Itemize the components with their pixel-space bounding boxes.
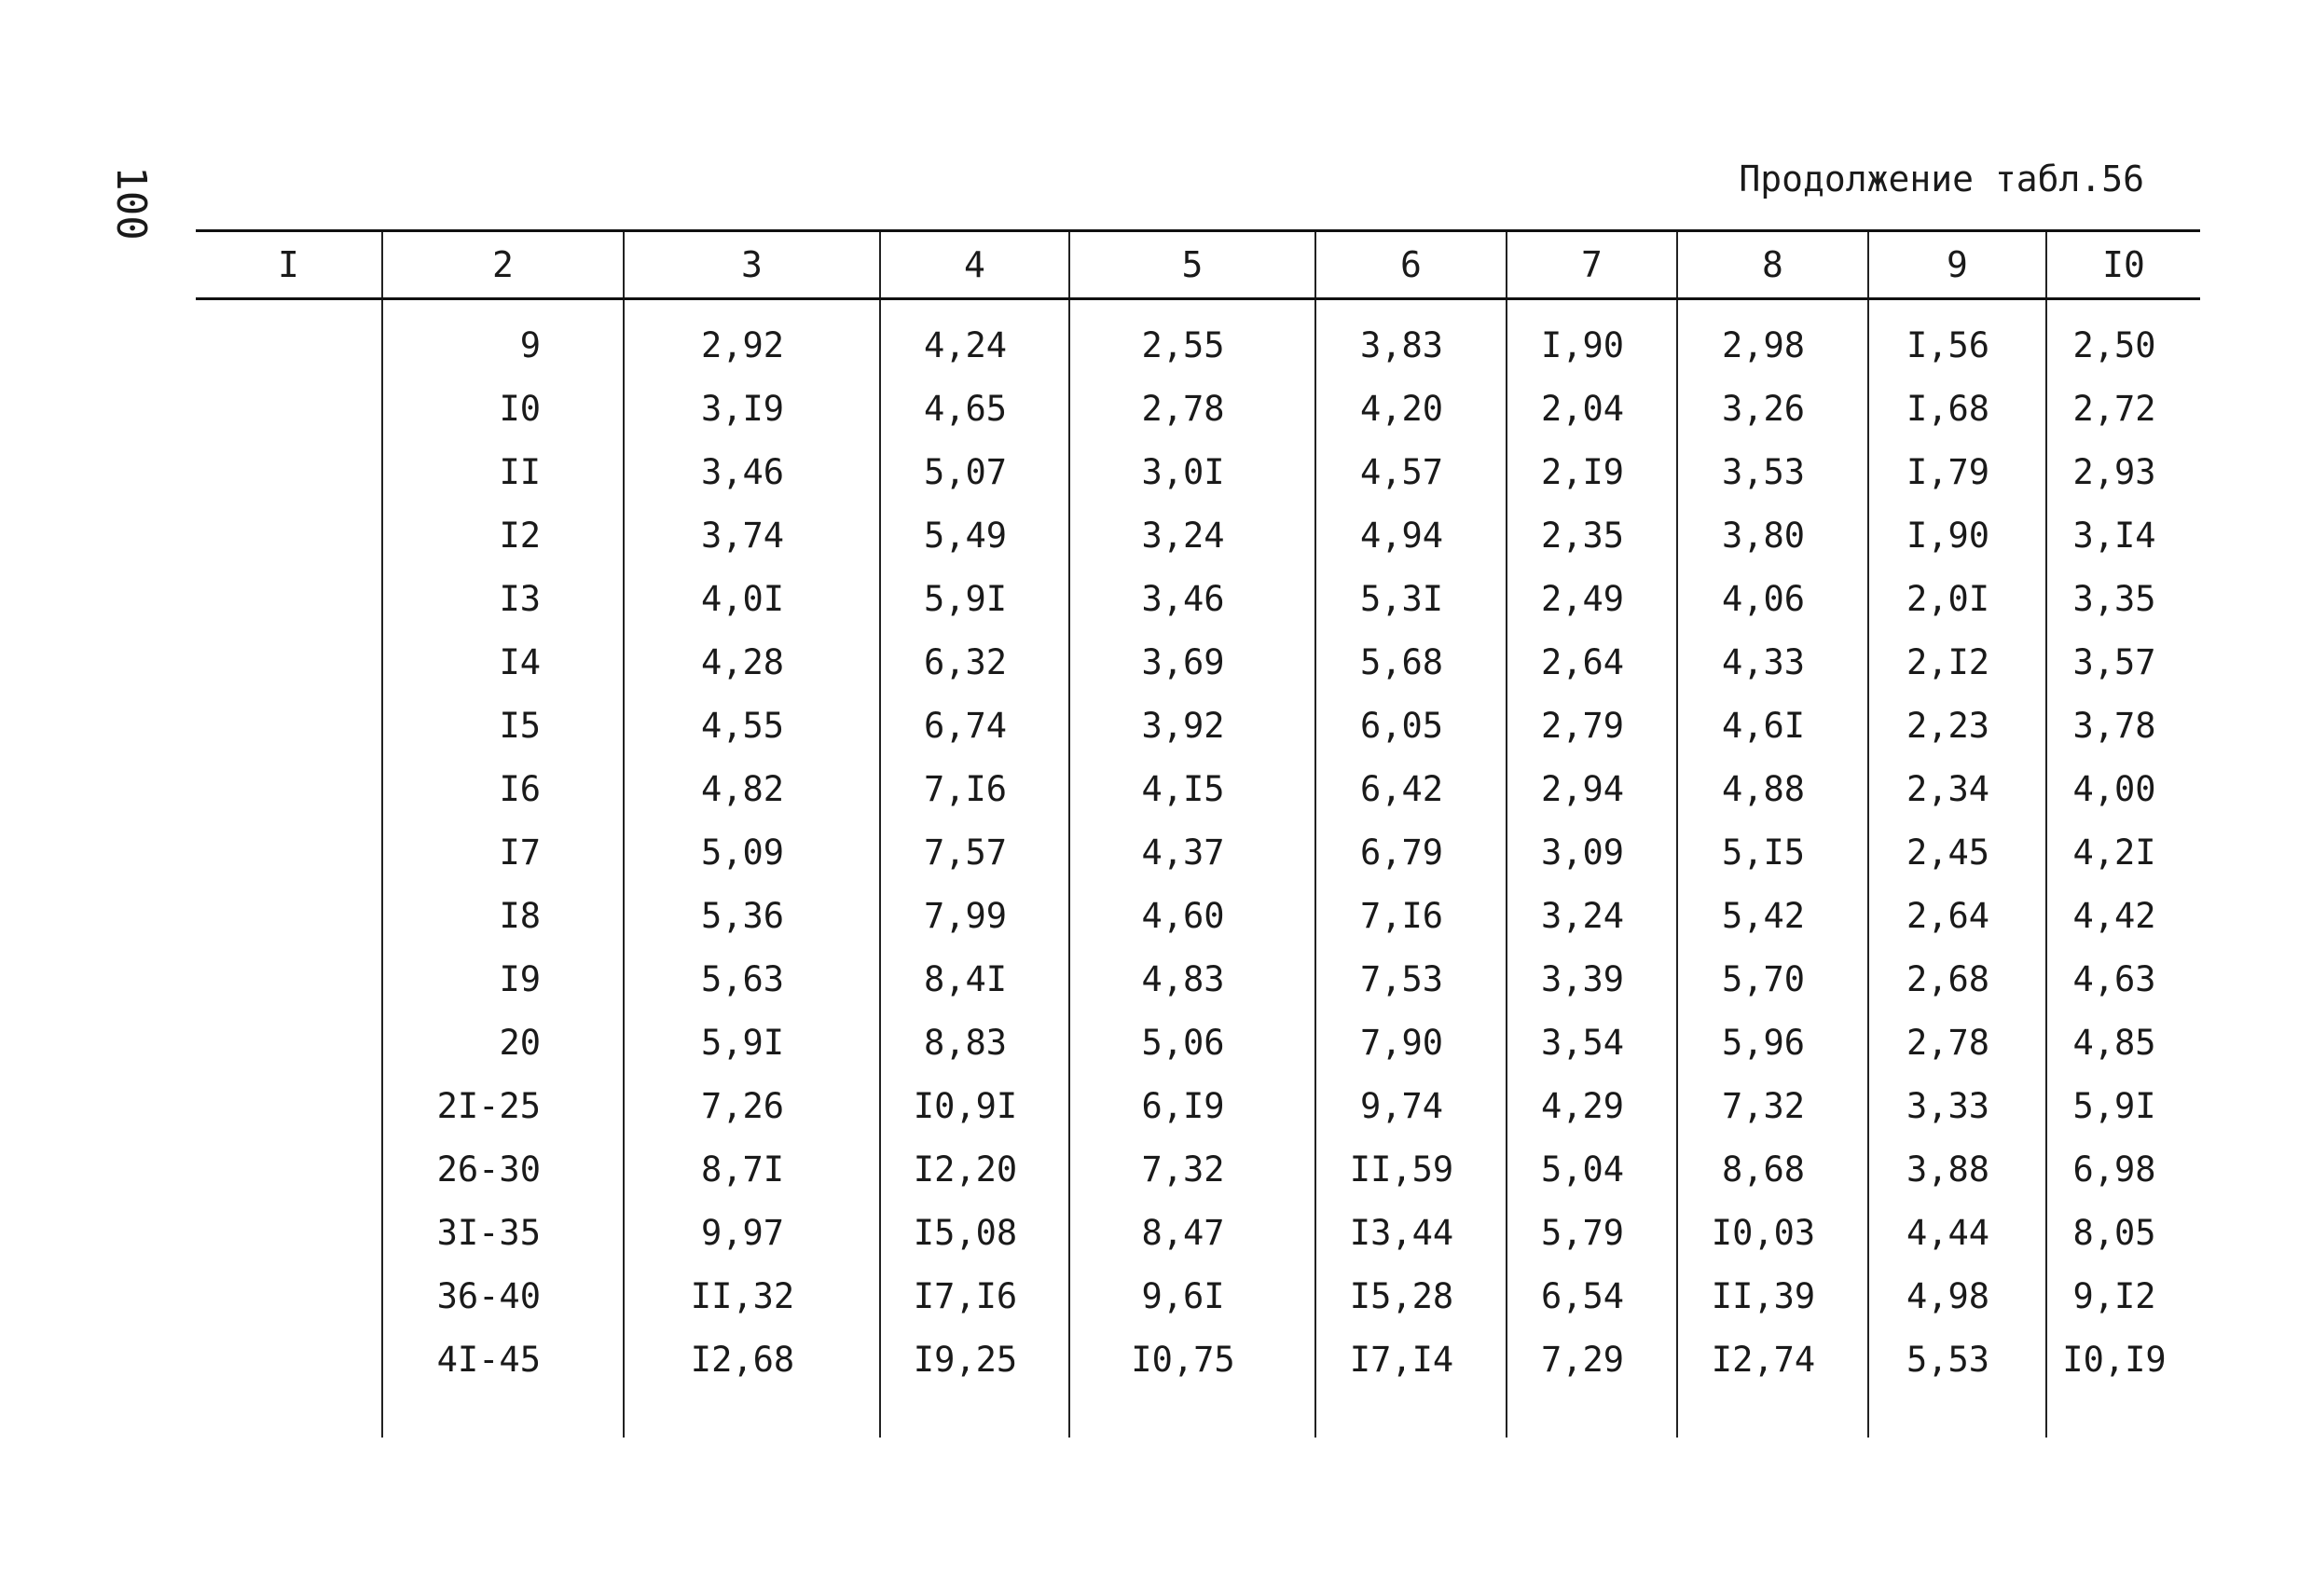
table-cell-col-10: 4,00: [2046, 757, 2200, 820]
table-tail-cell: [382, 1391, 624, 1438]
table-cell-col-5: 4,I5: [1069, 757, 1315, 820]
table-cell-col-6: 6,42: [1315, 757, 1507, 820]
table-cell-col-1: [196, 820, 382, 884]
table-cell-col-2: I3: [382, 567, 624, 630]
column-header-4: 4: [880, 231, 1069, 299]
table-cell-col-3: II,32: [624, 1264, 880, 1328]
table-tail-cell: [880, 1391, 1069, 1438]
table-cell-col-3: 5,09: [624, 820, 880, 884]
table-cell-col-10: 4,42: [2046, 884, 2200, 947]
table-cell-col-4: 7,I6: [880, 757, 1069, 820]
table-row: [196, 884, 2200, 947]
table-row: [196, 1137, 2200, 1201]
table-cell-col-10: 3,35: [2046, 567, 2200, 630]
table-cell-col-7: 7,29: [1507, 1328, 1677, 1391]
table-row: [196, 1074, 2200, 1137]
table-cell-col-5: 3,46: [1069, 567, 1315, 630]
table-cell-col-5: 4,37: [1069, 820, 1315, 884]
table-tail-cell: [1507, 1391, 1677, 1438]
data-table: [196, 229, 2200, 1438]
table-cell-col-7: 2,64: [1507, 630, 1677, 694]
table-cell-col-10: 2,50: [2046, 299, 2200, 378]
table-cell-col-2: I0: [382, 377, 624, 440]
table-cell-col-5: 3,69: [1069, 630, 1315, 694]
table-cell-col-9: 2,34: [1868, 757, 2046, 820]
table-cell-col-2: 9: [382, 299, 624, 378]
table-cell-col-4: 5,07: [880, 440, 1069, 503]
column-header-7: 7: [1507, 231, 1677, 299]
table-cell-col-9: I,90: [1868, 503, 2046, 567]
table-cell-col-8: 7,32: [1677, 1074, 1868, 1137]
table-cell-col-9: 2,45: [1868, 820, 2046, 884]
table-cell-col-5: 7,32: [1069, 1137, 1315, 1201]
column-header-2: 2: [382, 231, 624, 299]
table-cell-col-10: 4,63: [2046, 947, 2200, 1011]
table-cell-col-9: 2,23: [1868, 694, 2046, 757]
table-cell-col-6: 7,90: [1315, 1011, 1507, 1074]
table-cell-col-10: 5,9I: [2046, 1074, 2200, 1137]
table-cell-col-6: I3,44: [1315, 1201, 1507, 1264]
page-number: 100: [107, 166, 155, 241]
table-cell-col-6: II,59: [1315, 1137, 1507, 1201]
table-cell-col-8: 5,96: [1677, 1011, 1868, 1074]
column-header-8: 8: [1677, 231, 1868, 299]
table-cell-col-3: 3,I9: [624, 377, 880, 440]
table-row: [196, 630, 2200, 694]
table-cell-col-7: 2,94: [1507, 757, 1677, 820]
table-cell-col-8: 4,06: [1677, 567, 1868, 630]
table-cell-col-6: 5,3I: [1315, 567, 1507, 630]
table-cell-col-4: I2,20: [880, 1137, 1069, 1201]
table-cell-col-2: 3I-35: [382, 1201, 624, 1264]
table-cell-col-3: 4,82: [624, 757, 880, 820]
table-body: [196, 299, 2200, 1438]
table-cell-col-4: 8,83: [880, 1011, 1069, 1074]
table-cell-col-1: [196, 1011, 382, 1074]
table-cell-col-8: 2,98: [1677, 299, 1868, 378]
table-tail-cell: [1069, 1391, 1315, 1438]
table-row: [196, 1264, 2200, 1328]
column-header-9: 9: [1868, 231, 2046, 299]
table-cell-col-6: I7,I4: [1315, 1328, 1507, 1391]
table-cell-col-1: [196, 1201, 382, 1264]
table-cell-col-1: [196, 377, 382, 440]
table-cell-col-8: 5,70: [1677, 947, 1868, 1011]
table-row: [196, 694, 2200, 757]
table-cell-col-1: [196, 1328, 382, 1391]
table-cell-col-8: I0,03: [1677, 1201, 1868, 1264]
table-cell-col-9: 2,68: [1868, 947, 2046, 1011]
table-cell-col-4: 6,32: [880, 630, 1069, 694]
table-cell-col-1: [196, 630, 382, 694]
table-cell-col-10: 8,05: [2046, 1201, 2200, 1264]
table-row: [196, 440, 2200, 503]
table-cell-col-3: 9,97: [624, 1201, 880, 1264]
table-tail-cell: [1868, 1391, 2046, 1438]
table-cell-col-8: 8,68: [1677, 1137, 1868, 1201]
table-cell-col-6: 7,53: [1315, 947, 1507, 1011]
table-cell-col-9: 5,53: [1868, 1328, 2046, 1391]
table-cell-col-6: 9,74: [1315, 1074, 1507, 1137]
table-cell-col-9: 4,44: [1868, 1201, 2046, 1264]
table-cell-col-2: I6: [382, 757, 624, 820]
table-cell-col-3: 7,26: [624, 1074, 880, 1137]
table-cell-col-8: 5,42: [1677, 884, 1868, 947]
table-cell-col-3: 3,74: [624, 503, 880, 567]
table-cell-col-1: [196, 503, 382, 567]
table-cell-col-6: 7,I6: [1315, 884, 1507, 947]
column-header-3: 3: [624, 231, 880, 299]
table-cell-col-10: 3,57: [2046, 630, 2200, 694]
table-cell-col-10: 4,2I: [2046, 820, 2200, 884]
table-cell-col-4: 8,4I: [880, 947, 1069, 1011]
table-cell-col-7: 3,09: [1507, 820, 1677, 884]
table-cell-col-3: 5,9I: [624, 1011, 880, 1074]
table-row: [196, 820, 2200, 884]
table-cell-col-1: [196, 694, 382, 757]
column-header-5: 5: [1069, 231, 1315, 299]
table-cell-col-3: 4,28: [624, 630, 880, 694]
table-cell-col-4: I0,9I: [880, 1074, 1069, 1137]
table-cell-col-9: 3,33: [1868, 1074, 2046, 1137]
table-row: [196, 1011, 2200, 1074]
table-cell-col-2: 36-40: [382, 1264, 624, 1328]
table-cell-col-8: I2,74: [1677, 1328, 1868, 1391]
table-cell-col-5: 2,78: [1069, 377, 1315, 440]
table-cell-col-5: I0,75: [1069, 1328, 1315, 1391]
table-cell-col-1: [196, 757, 382, 820]
table-cell-col-8: 5,I5: [1677, 820, 1868, 884]
table-cell-col-7: 3,54: [1507, 1011, 1677, 1074]
table-cell-col-2: I8: [382, 884, 624, 947]
table-tail-cell: [2046, 1391, 2200, 1438]
table-cell-col-7: 5,04: [1507, 1137, 1677, 1201]
table-cell-col-6: 4,94: [1315, 503, 1507, 567]
table-tail-spacer: [196, 1391, 2200, 1438]
table-tail-cell: [1315, 1391, 1507, 1438]
table-cell-col-4: 5,9I: [880, 567, 1069, 630]
table-cell-col-9: I,68: [1868, 377, 2046, 440]
table-cell-col-9: 2,78: [1868, 1011, 2046, 1074]
table-header: [196, 231, 2200, 299]
table-cell-col-1: [196, 567, 382, 630]
table-cell-col-2: 2I-25: [382, 1074, 624, 1137]
table-cell-col-6: 6,79: [1315, 820, 1507, 884]
data-table-container: [196, 229, 2200, 1438]
table-cell-col-7: 4,29: [1507, 1074, 1677, 1137]
table-cell-col-5: 4,83: [1069, 947, 1315, 1011]
table-cell-col-5: 3,92: [1069, 694, 1315, 757]
table-cell-col-7: 2,79: [1507, 694, 1677, 757]
table-cell-col-4: 7,99: [880, 884, 1069, 947]
table-cell-col-10: 2,72: [2046, 377, 2200, 440]
table-cell-col-9: I,56: [1868, 299, 2046, 378]
column-header-1: I: [196, 231, 382, 299]
table-cell-col-4: 7,57: [880, 820, 1069, 884]
table-tail-cell: [1677, 1391, 1868, 1438]
table-cell-col-9: 4,98: [1868, 1264, 2046, 1328]
table-cell-col-6: 4,57: [1315, 440, 1507, 503]
table-cell-col-6: 4,20: [1315, 377, 1507, 440]
table-cell-col-10: 3,78: [2046, 694, 2200, 757]
table-cell-col-10: 9,I2: [2046, 1264, 2200, 1328]
table-cell-col-6: I5,28: [1315, 1264, 1507, 1328]
table-cell-col-4: 4,24: [880, 299, 1069, 378]
table-cell-col-8: 4,88: [1677, 757, 1868, 820]
table-cell-col-7: 2,I9: [1507, 440, 1677, 503]
table-cell-col-6: 6,05: [1315, 694, 1507, 757]
table-cell-col-2: I7: [382, 820, 624, 884]
table-tail-cell: [196, 1391, 382, 1438]
table-cell-col-4: 6,74: [880, 694, 1069, 757]
table-cell-col-6: 5,68: [1315, 630, 1507, 694]
table-cell-col-5: 2,55: [1069, 299, 1315, 378]
column-header-6: 6: [1315, 231, 1507, 299]
table-row: [196, 947, 2200, 1011]
table-cell-col-10: 6,98: [2046, 1137, 2200, 1201]
table-cell-col-5: 3,0I: [1069, 440, 1315, 503]
table-cell-col-8: 4,6I: [1677, 694, 1868, 757]
table-cell-col-5: 9,6I: [1069, 1264, 1315, 1328]
table-cell-col-5: 4,60: [1069, 884, 1315, 947]
table-cell-col-7: 2,04: [1507, 377, 1677, 440]
table-cell-col-10: I0,I9: [2046, 1328, 2200, 1391]
table-cell-col-2: I5: [382, 694, 624, 757]
table-cell-col-1: [196, 299, 382, 378]
table-cell-col-10: 2,93: [2046, 440, 2200, 503]
table-cell-col-3: 5,36: [624, 884, 880, 947]
table-cell-col-4: I7,I6: [880, 1264, 1069, 1328]
table-cell-col-8: 4,33: [1677, 630, 1868, 694]
table-cell-col-2: I9: [382, 947, 624, 1011]
table-row: [196, 1201, 2200, 1264]
table-cell-col-10: 4,85: [2046, 1011, 2200, 1074]
table-row: [196, 377, 2200, 440]
table-cell-col-2: I4: [382, 630, 624, 694]
header-row: [196, 231, 2200, 299]
table-cell-col-8: II,39: [1677, 1264, 1868, 1328]
table-cell-col-2: 20: [382, 1011, 624, 1074]
table-cell-col-9: I,79: [1868, 440, 2046, 503]
table-cell-col-8: 3,80: [1677, 503, 1868, 567]
table-cell-col-7: 6,54: [1507, 1264, 1677, 1328]
table-cell-col-1: [196, 1074, 382, 1137]
table-cell-col-3: 4,55: [624, 694, 880, 757]
table-cell-col-8: 3,26: [1677, 377, 1868, 440]
table-cell-col-9: 3,88: [1868, 1137, 2046, 1201]
table-continuation-label: Продолжение табл.56: [1739, 158, 2144, 200]
table-cell-col-6: 3,83: [1315, 299, 1507, 378]
table-row: [196, 757, 2200, 820]
table-cell-col-7: 2,35: [1507, 503, 1677, 567]
table-cell-col-7: 3,39: [1507, 947, 1677, 1011]
table-cell-col-8: 3,53: [1677, 440, 1868, 503]
table-cell-col-3: I2,68: [624, 1328, 880, 1391]
table-tail-cell: [624, 1391, 880, 1438]
table-cell-col-7: 3,24: [1507, 884, 1677, 947]
table-cell-col-1: [196, 440, 382, 503]
table-cell-col-9: 2,0I: [1868, 567, 2046, 630]
table-cell-col-3: 4,0I: [624, 567, 880, 630]
table-cell-col-2: 26-30: [382, 1137, 624, 1201]
column-header-10: I0: [2046, 231, 2200, 299]
table-cell-col-5: 8,47: [1069, 1201, 1315, 1264]
table-cell-col-1: [196, 1137, 382, 1201]
table-cell-col-3: 3,46: [624, 440, 880, 503]
table-cell-col-2: 4I-45: [382, 1328, 624, 1391]
table-cell-col-4: I9,25: [880, 1328, 1069, 1391]
table-cell-col-5: 3,24: [1069, 503, 1315, 567]
table-cell-col-4: 5,49: [880, 503, 1069, 567]
table-cell-col-4: I5,08: [880, 1201, 1069, 1264]
table-row: [196, 299, 2200, 378]
table-row: [196, 567, 2200, 630]
table-cell-col-9: 2,64: [1868, 884, 2046, 947]
table-cell-col-2: II: [382, 440, 624, 503]
table-cell-col-4: 4,65: [880, 377, 1069, 440]
table-row: [196, 503, 2200, 567]
table-cell-col-7: 5,79: [1507, 1201, 1677, 1264]
table-cell-col-9: 2,I2: [1868, 630, 2046, 694]
table-cell-col-10: 3,I4: [2046, 503, 2200, 567]
table-row: [196, 1328, 2200, 1391]
table-cell-col-5: 6,I9: [1069, 1074, 1315, 1137]
table-cell-col-2: I2: [382, 503, 624, 567]
table-cell-col-7: 2,49: [1507, 567, 1677, 630]
table-cell-col-5: 5,06: [1069, 1011, 1315, 1074]
table-cell-col-3: 8,7I: [624, 1137, 880, 1201]
table-cell-col-1: [196, 1264, 382, 1328]
table-cell-col-1: [196, 884, 382, 947]
table-cell-col-3: 5,63: [624, 947, 880, 1011]
table-cell-col-3: 2,92: [624, 299, 880, 378]
table-cell-col-7: I,90: [1507, 299, 1677, 378]
table-cell-col-1: [196, 947, 382, 1011]
